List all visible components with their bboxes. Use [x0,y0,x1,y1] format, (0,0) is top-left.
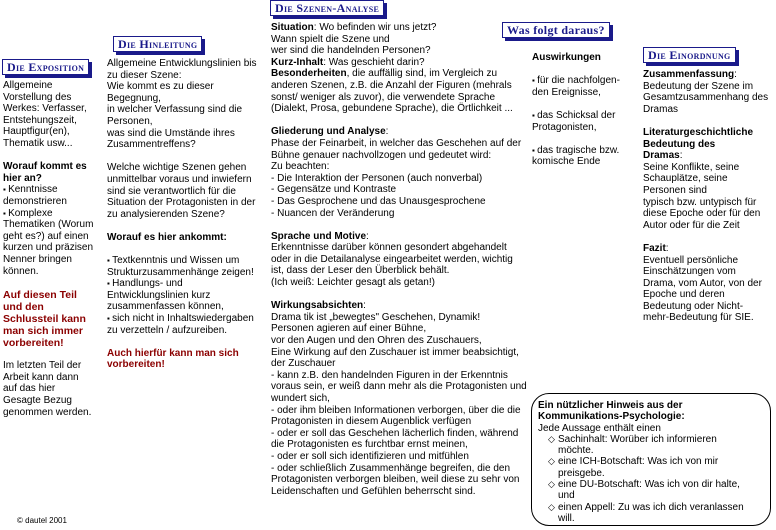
exposition-column [3,80,103,418]
title-exposition: Die Exposition [2,59,89,75]
hinleitung-scenes: Welche wichtige Szenen gehen unmittelbar voraus und inwiefern sind sie verantwortlich für die Situation der Protagonisten in der zu analysierenden Szene? [107,162,256,220]
fazit-section: Fazit: Eventuell persönliche Einschätzungen vom Drama, vom Autor, von der Epoche und deren Bedeutung oder Nicht- mehr-Bedeutung für SIE. [643,242,762,324]
note-item: ◇ eine ICH-Botschaft: Was ich von mir preisgebe. [558,456,764,479]
exposition-intro: Allgemeine Vorstellung des Werkes: Verfasser, Entstehungszeit, Hauptfigur(en), Thematik usw... [3,80,87,149]
note-item: ◇ einen Appell: Zu was ich dich veranlassen will. [558,502,764,525]
title-hinleitung: Die Hinleitung [113,36,202,52]
szenenanalyse-column [271,22,529,497]
hinleitung-intro: Allgemeine Entwicklungslinien bis zu dieser Szene: Wie kommt es zu dieser Begegnung, in welcher Verfassung sind die Personen, was sind die Umstände ihres Zusammentreffens? [107,58,257,151]
exposition-bullet: ▪ Kenntnisse demonstrieren [3,184,103,207]
folgt-item: ▪ für die nachfolgen- den Ereignisse, [532,75,637,98]
hinleitung-bullet: ▪ sich nicht in Inhaltswiedergaben zu verzetteln / aufzureiben. [107,313,267,336]
einordnung-column [643,69,775,324]
hinleitung-column [107,58,267,371]
exposition-bullet: ▪ Komplexe Thematiken (Worum geht es?) auf einen kurzen und präzisen Nenner bringen können. [3,208,103,278]
exposition-prepare-note: Auf diesen Teil und den Schlussteil kann man sich immer vorbereiten! [3,288,86,349]
sprache-section: Sprache und Motive: Erkenntnisse darüber können gesondert abgehandelt oder in die Detailanalyse eingearbeitet werden, wichtig ist, dass der Leser den Überblick behält. (Ich weiß: Leichter gesagt als getan!) [271,230,513,289]
note-item: ◇ eine DU-Botschaft: Was ich von dir halte, und [558,479,764,502]
title-einordnung: Die Einordnung [643,47,736,63]
exposition-final: Im letzten Teil der Arbeit kann dann auf das hier Gesagte Bezug genommen werden. [3,360,92,418]
literaturgeschichte-section: Literaturgeschichtliche Bedeutung des Dramas: Seine Konflikte, seine Schauplätze, seine Personen sind typisch bzw. untypisch für diese Epoche oder für den Autor oder für die Zeit [643,126,761,231]
folgt-column [532,52,637,168]
note-list [538,434,764,524]
hinleitung-bullet: ▪ Textkenntnis und Wissen um Strukturzusammenhänge zeigen! [107,255,267,278]
besonderheiten-section: Besonderheiten, die auffällig sind, im Vergleich zu anderen Szenen, z.B. die Anzahl der Figuren (mehrals sonst/ weniger als zuvor), die verwendete Sprache (Dialekt, Prosa, gebundene Sprache), die Örtlichkeit ... [271,68,513,115]
gliederung-section: Gliederung und Analyse: Phase der Feinarbeit, in welcher das Geschehen auf der Bühne genauer nachvollzogen und gedeutet wird: Zu beachten: - Die Interaktion der Personen (auch nonverbal) - Gegensätze und Kontraste - Das Gesprochene und das Unausgesprochene - Nuancen der Veränderung [271,126,522,219]
hinleitung-question: Worauf es hier ankommt: [107,231,227,243]
auswirkungen-heading: Auswirkungen [532,52,601,63]
exposition-question: Worauf kommt es hier an? [3,161,87,184]
communication-hint-box [531,393,771,526]
hinleitung-bullet: ▪ Handlungs- und Entwicklungslinien kurz zusammenfassen können, [107,278,267,313]
note-title: Ein nützlicher Hinweis aus der Kommunikations-Psychologie: [538,400,685,423]
note-item: ◇ Sachinhalt: Worüber ich informieren möchte. [558,434,764,457]
note-intro: Jede Aussage enthält einen [538,422,661,434]
situation-section: Situation: Wo befinden wir uns jetzt? Wann spielt die Szene und wer sind die handelnden Personen? [271,22,437,57]
zusammenfassung-section: Zusammenfassung: Bedeutung der Szene im Gesamtzusammenhang des Dramas [643,69,769,115]
kurzinhalt-section: Kurz-Inhalt: Was geschieht darin? [271,56,425,68]
title-szenenanalyse: Die Szenen-Analyse [270,0,384,16]
folgt-item: ▪ das Schicksal der Protagonisten, [532,110,637,133]
title-was-folgt: Was folgt daraus? [502,22,610,38]
folgt-item: ▪ das tragische bzw. komische Ende [532,145,637,168]
copyright-footer: © dautel 2001 [17,516,67,525]
hinleitung-prepare-note: Auch hierfür kann man sich vorbereiten! [107,347,239,371]
wirkung-section: Wirkungsabsichten: Drama tik ist „bewegtes" Geschehen, Dynamik! Personen agieren auf einer Bühne, vor den Augen und den Ohren des Zuschauers, Eine Wirkung auf den Zuschauer ist immer beabsichtigt, der Zuschauer - kann z.B. den handelnden Figuren in der Erkenntnis voraus sein, er weiß dann mehr als die Protagonisten und wundert sich, - oder ihm bleiben Informationen verborgen, über die die Protagonisten in diesem Augenblick verfügen - oder er soll das Geschehen lächerlich finden, während die Protagonisten es furchtbar ernst meinen, - oder er soll sich identifizieren und mitfühlen - oder schließlich Zusammenhänge begreifen, die den Protagonisten verborgen bleiben, weil diese zu sehr von Leidenschaften und Gefühlen beherrscht sind. [271,300,527,497]
